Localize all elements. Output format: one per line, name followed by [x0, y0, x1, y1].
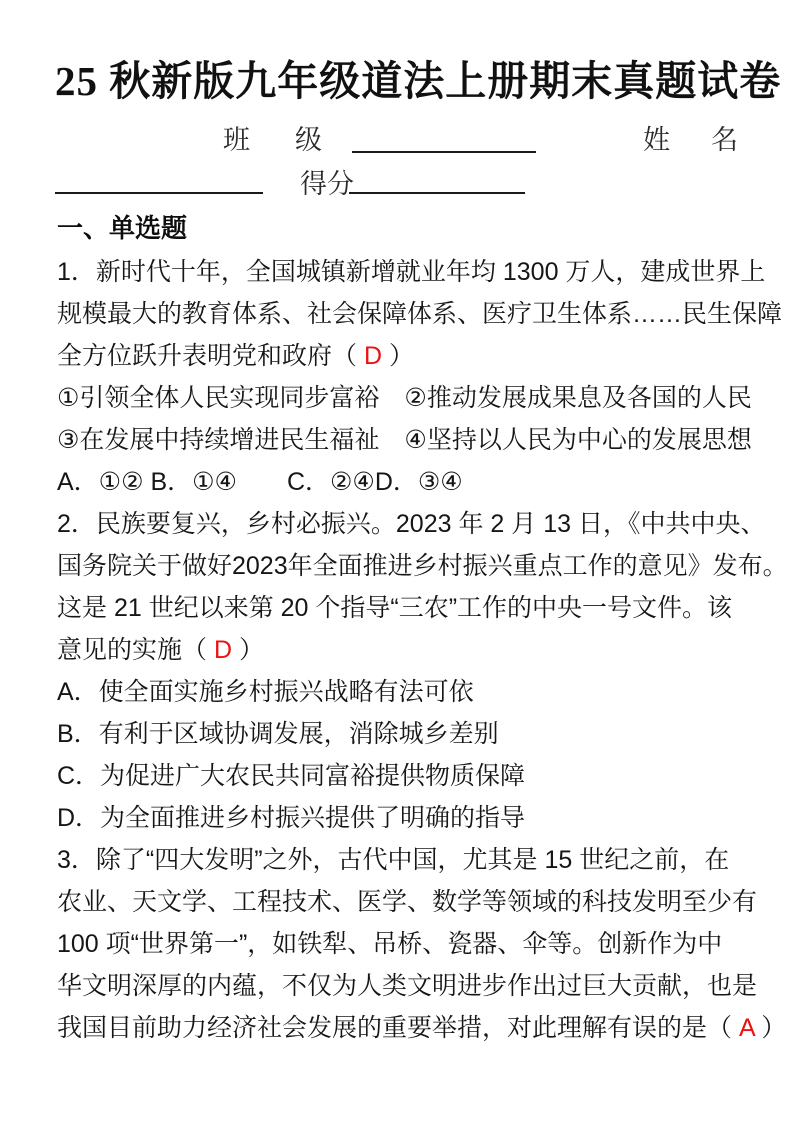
q3-answer-line: [57, 1007, 787, 1049]
exam-body: [57, 213, 788, 1049]
name-blank-line: [55, 192, 263, 194]
name-label-char1: 姓: [643, 125, 670, 155]
q2-answer-line: [57, 629, 757, 671]
name-label-char2: 名: [711, 125, 738, 155]
q2-text-line-1: 2．民族要复兴，乡村必振兴。2023 年 2 月 13 日，《中共中央、: [57, 510, 766, 538]
q3-text-line-4: 华文明深厚的内蕴，不仅为人类文明进步作出过巨大贡献，也是: [57, 972, 758, 1000]
q1-answer-line-post: ）: [382, 342, 414, 370]
q1-answer-line: [57, 335, 757, 377]
q1-statements-line-1: ①引领全体人民实现同步富裕 ②推动发展成果息及各国的人民: [57, 384, 752, 412]
q3-answer-letter: A: [738, 1014, 755, 1042]
class-label-char2: 级: [295, 125, 322, 155]
q3-text-line-3: 100 项“世界第一”，如铁犁、吊桥、瓷器、伞等。创新作为中: [57, 930, 723, 958]
class-label-char1: 班: [223, 125, 250, 155]
class-blank-line: [352, 151, 536, 153]
q2-text-line-2: 国务院关于做好2023年全面推进乡村振兴重点工作的意见》发布。: [57, 552, 788, 580]
score-label: 得分: [300, 169, 354, 199]
q2-answer-line-post: ）: [232, 636, 264, 664]
q1-options-line: A．①② B．①④ C．②④D．③④: [57, 468, 463, 496]
page-title: 25 秋新版九年级道法上册期末真题试卷: [55, 58, 782, 104]
q2-option-b: B．有利于区域协调发展，消除城乡差别: [57, 720, 499, 748]
q3-answer-line-post: ）: [754, 1014, 787, 1042]
q3-text-line-1: 3．除了“四大发明”之外，古代中国，尤其是 15 世纪之前，在: [57, 846, 730, 874]
q2-answer-letter: D: [213, 636, 233, 664]
q1-answer-letter: D: [363, 342, 383, 370]
q3-answer-line-pre: 我国目前助力经济社会发展的重要举措，对此理解有误的是（: [57, 1014, 739, 1042]
q2-option-a: A．使全面实施乡村振兴战略有法可依: [57, 678, 474, 706]
score-blank-line: [349, 192, 525, 194]
q2-option-d: D．为全面推进乡村振兴提供了明确的指导: [57, 804, 526, 832]
section-heading: 一、单选题: [57, 213, 188, 243]
q2-answer-line-pre: 意见的实施（: [57, 636, 214, 664]
q1-text-line-1: 1．新时代十年，全国城镇新增就业年均 1300 万人，建成世界上: [57, 258, 766, 286]
q3-text-line-2: 农业、天文学、工程技术、医学、数学等领域的科技发明至少有: [57, 888, 758, 916]
q1-answer-line-pre: 全方位跃升表明党和政府（: [57, 342, 364, 370]
q2-option-c: C．为促进广大农民共同富裕提供物质保障: [57, 762, 526, 790]
q2-text-line-3: 这是 21 世纪以来第 20 个指导“三农”工作的中央一号文件。该: [57, 594, 733, 622]
q1-statements-line-2: ③在发展中持续增进民生福祉 ④坚持以人民为中心的发展思想: [57, 426, 752, 454]
q1-text-line-2: 规模最大的教育体系、社会保障体系、医疗卫生体系……民生保障: [57, 300, 783, 328]
